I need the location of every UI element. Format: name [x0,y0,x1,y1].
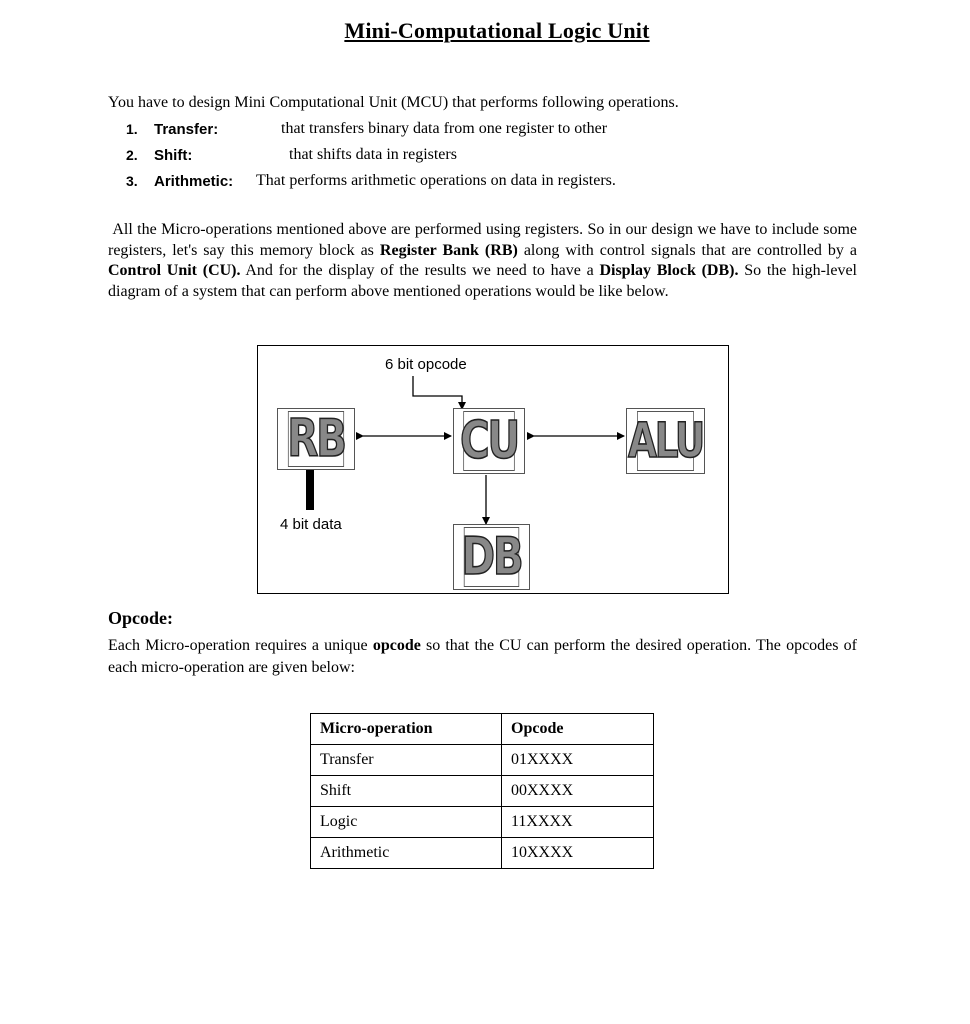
list-number: 1. [126,121,138,137]
table-header-row [311,714,654,745]
cu-label: CU [459,411,519,471]
list-number: 2. [126,147,138,163]
operation-name: Transfer: [154,121,219,138]
table-row [311,776,654,807]
operation-description: that transfers binary data from one register to other [281,120,608,137]
operation-name: Shift: [154,147,193,164]
column-header: Micro-operation [311,714,502,745]
table-cell: 10XXXX [502,838,654,869]
table-cell: 11XXXX [502,807,654,838]
paragraph-text: so that the CU can perform the desired operation. The opcodes of each micro-operation are given below: [108,637,857,676]
list-item [126,172,746,198]
data-bus-bar [306,468,314,510]
opcode-table [310,713,654,869]
list-number: 3. [126,173,138,189]
paragraph-text: along with control signals that are controlled by a [517,241,858,259]
table-cell: 01XXXX [502,745,654,776]
operation-description: that shifts data in registers [289,146,457,163]
alu-block [626,408,705,474]
operations-list [126,120,746,198]
paragraph-bold: Control Unit (CU). [108,262,241,279]
description-paragraph [108,220,857,302]
list-item [126,146,746,172]
table-row [311,807,654,838]
paragraph-text: And for the display of the results we need to have a [240,262,600,279]
column-header: Opcode [502,714,654,745]
opcode-heading: Opcode: [108,608,173,628]
operation-description: That performs arithmetic operations on data in registers. [256,172,616,189]
register-bank-block [277,408,355,470]
data-label: 4 bit data [280,516,342,533]
paragraph-bold: Display Block (DB). [599,262,739,279]
db-label: DB [461,527,522,587]
paragraph-bold: opcode [372,637,421,654]
paragraph-text: So the high-level diagram of a system that can perform above mentioned operations would be like below. [108,262,858,300]
display-block [453,524,530,590]
alu-label: ALU [628,413,703,469]
table-row [311,838,654,869]
paragraph-bold: Register Bank (RB) [379,241,518,259]
table-cell: 00XXXX [502,776,654,807]
operation-name: Arithmetic: [154,173,234,190]
opcode-arrow [413,376,462,409]
system-diagram [257,345,729,594]
opcode-paragraph [108,635,857,679]
opcode-label: 6 bit opcode [385,356,467,373]
table-cell: Transfer [311,745,502,776]
intro-text: You have to design Mini Computational Unit (MCU) that performs following operations. [108,94,679,111]
table-cell: Shift [311,776,502,807]
paragraph-text: Each Micro-operation requires a unique [108,637,373,654]
list-item [126,120,746,146]
rb-label: RB [287,409,345,469]
paragraph-text: All the Micro-operations mentioned above are performed using registers. So in our design we have to include some registers, let's say this memory block as [108,221,858,259]
table-row [311,745,654,776]
table-cell: Arithmetic [311,838,502,869]
table-cell: Logic [311,807,502,838]
control-unit-block [453,408,525,474]
page-title: Mini-Computational Logic Unit [344,18,650,43]
